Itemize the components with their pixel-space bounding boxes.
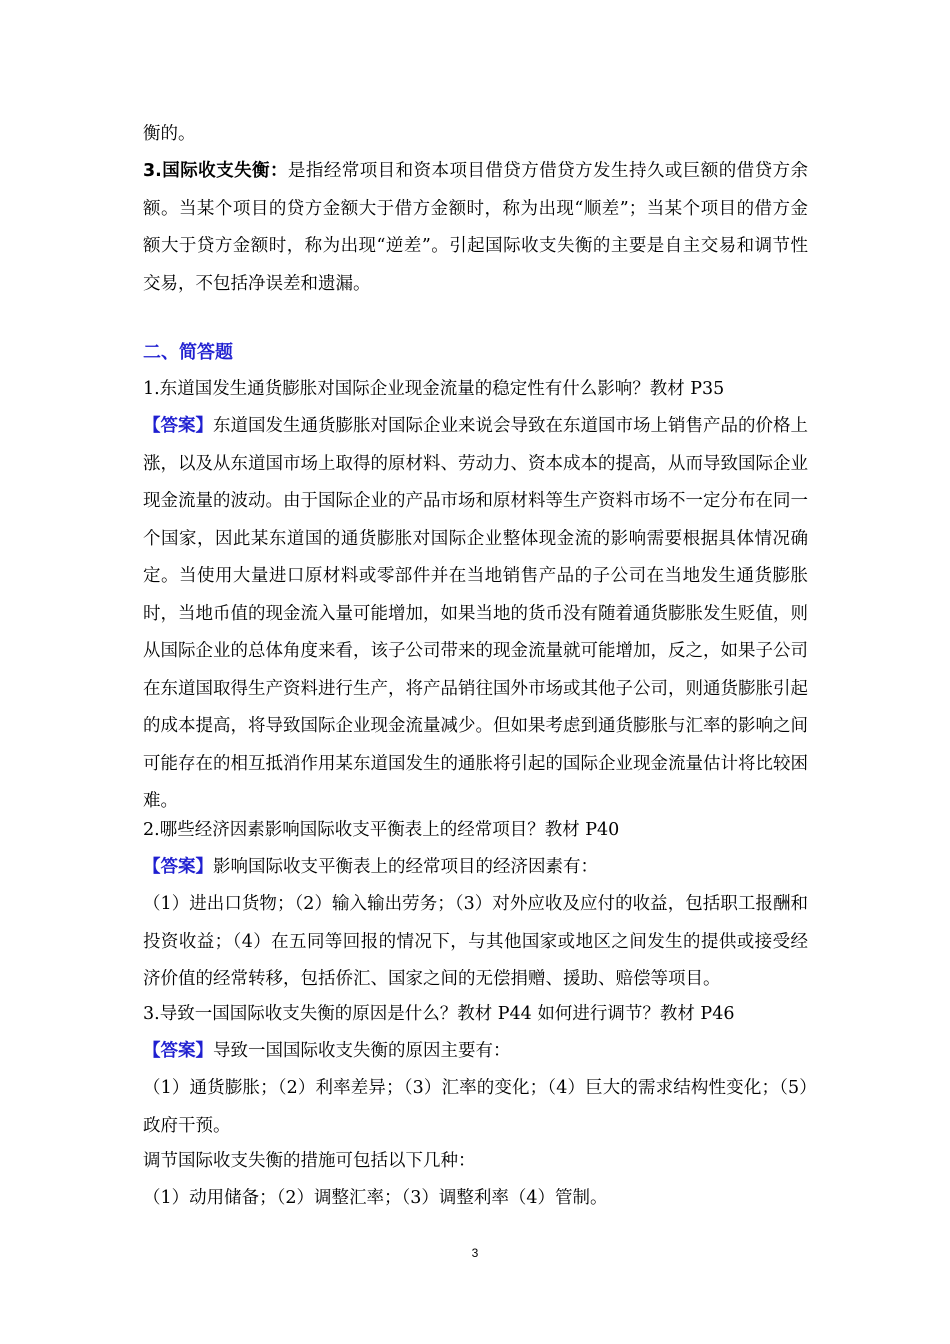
intro-line: 衡的。 — [143, 124, 196, 144]
answer-2 — [143, 849, 808, 887]
definition-3 — [143, 153, 808, 303]
definition-3-term: 3.国际收支失衡： — [143, 161, 288, 181]
answer-2-tag: 【答案】 — [143, 857, 213, 877]
answer-3 — [143, 1033, 808, 1071]
answer-3-text: 导致一国国际收支失衡的原因主要有： — [213, 1041, 511, 1061]
answer-3-tag: 【答案】 — [143, 1041, 213, 1061]
answer-3-extra-line: 调节国际收支失衡的措施可包括以下几种： — [143, 1151, 476, 1171]
answer-1-text: 东道国发生通货膨胀对国际企业来说会导致在东道国市场上销售产品的价格上涨，以及从东道国市场上取得的原材料、劳动力、资本成本的提高，从而导致国际企业现金流量的波动。由于国际企业的产品市场和原材料等生产资料市场不一定分布在同一个国家，因此某东道国的通货膨胀对国际企业整体现金流的影响需要根据具体情况确定。当使用大量进口原材料或零部件并在当地销售产品的子公司在当地发生通货膨胀时，当地币值的现金流入量可能增加，如果当地的货币没有随着通货膨胀发生贬值，则从国际企业的总体角度来看，该子公司带来的现金流量就可能增加，反之，如果子公司在东道国取得生产资料进行生产，将产品销往国外市场或其他子公司，则通货膨胀引起的成本提高，将导致国际企业现金流量减少。但如果考虑到通货膨胀与汇率的影响之间可能存在的相互抵消作用某东道国发生的通胀将引起的国际企业现金流量估计将比较困难。 — [143, 416, 808, 811]
section-heading: 二、简答题 — [143, 342, 233, 363]
answer-3-detail: （1）通货膨胀；（2）利率差异；（3）汇率的变化；（4）巨大的需求结构性变化；（5）政府干预。 — [143, 1078, 808, 1136]
question-3: 3.导致一国国际收支失衡的原因是什么？教材 P44 如何进行调节？教材 P46 — [143, 1004, 735, 1024]
question-1: 1.东道国发生通货膨胀对国际企业现金流量的稳定性有什么影响？教材 P35 — [143, 379, 725, 399]
answer-1-tag: 【答案】 — [143, 416, 213, 436]
answer-1 — [143, 408, 808, 821]
definition-3-body: 是指经常项目和资本项目借贷方借贷方发生持久或巨额的借贷方余额。当某个项目的贷方金额大于借方金额时，称为出现“顺差”；当某个项目的借方金额大于贷方金额时，称为出现“逆差”。引起国际收支失衡的主要是自主交易和调节性交易，不包括净误差和遗漏。 — [143, 161, 808, 294]
question-2: 2.哪些经济因素影响国际收支平衡表上的经常项目？教材 P40 — [143, 820, 620, 840]
answer-3-extra-detail: （1）动用储备；（2）调整汇率；（3）调整利率（4）管制。 — [143, 1188, 608, 1208]
answer-2-detail: （1）进出口货物；（2）输入输出劳务；（3）对外应收及应付的收益，包括职工报酬和投资收益；（4）在五同等回报的情况下，与其他国家或地区之间发生的提供或接受经济价值的经常转移，包括侨汇、国家之间的无偿捐赠、援助、赔偿等项目。 — [143, 894, 808, 989]
page-number: 3 — [471, 1246, 479, 1260]
answer-2-text: 影响国际收支平衡表上的经常项目的经济因素有： — [213, 857, 598, 877]
